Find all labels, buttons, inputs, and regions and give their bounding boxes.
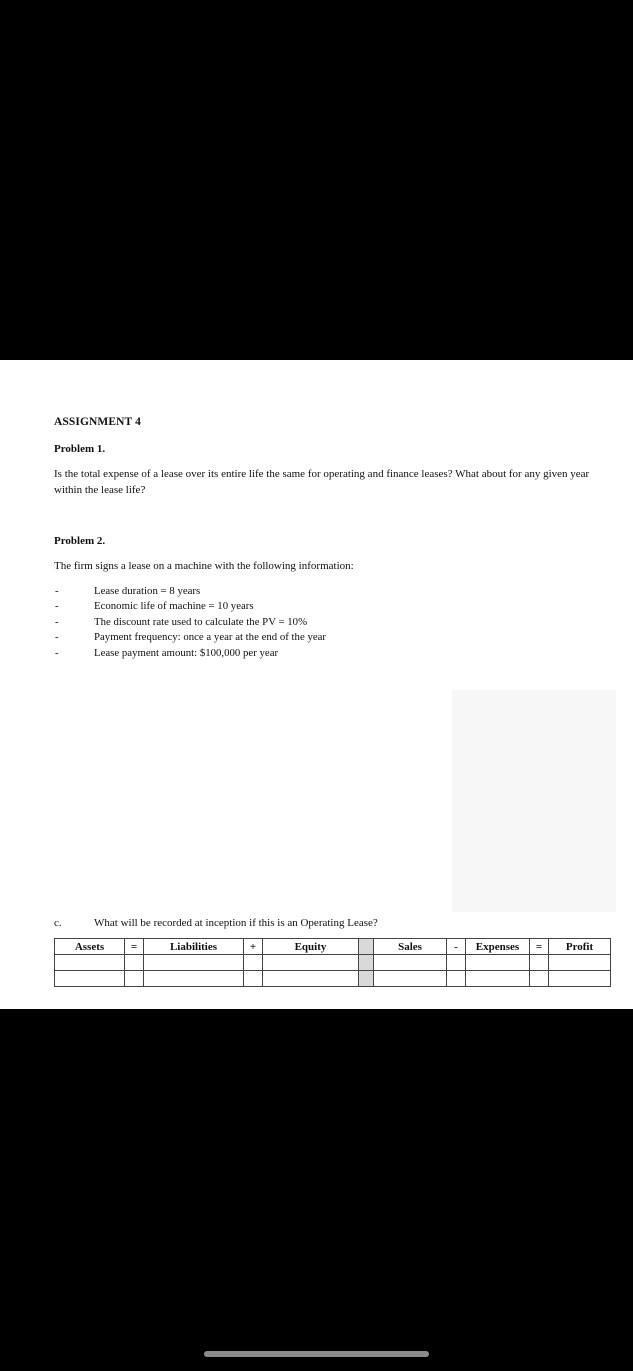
- header-equals-2: =: [530, 939, 549, 955]
- document-page: [0, 360, 633, 1009]
- question-label: c.: [54, 917, 62, 929]
- assignment-title: ASSIGNMENT 4: [54, 416, 141, 428]
- table-cell: [549, 955, 611, 971]
- table-cell: [549, 971, 611, 987]
- accounting-table: [54, 938, 611, 987]
- table-row: [55, 955, 611, 971]
- lease-info-list: [54, 584, 326, 661]
- question-c: [54, 915, 378, 931]
- table-cell: [374, 971, 447, 987]
- list-item: [54, 599, 326, 614]
- table-cell: [447, 955, 466, 971]
- header-assets: Assets: [55, 939, 125, 955]
- header-minus: -: [447, 939, 466, 955]
- home-indicator[interactable]: [204, 1351, 429, 1357]
- list-item: [54, 584, 326, 599]
- header-separator: [359, 939, 374, 955]
- table-row: [55, 971, 611, 987]
- table-cell-separator: [359, 955, 374, 971]
- table-cell: [263, 971, 359, 987]
- header-liabilities: Liabilities: [144, 939, 244, 955]
- bullet-marker: -: [55, 600, 59, 613]
- table-cell-separator: [359, 971, 374, 987]
- table-cell: [466, 955, 530, 971]
- list-item-text: Lease payment amount: $100,000 per year: [94, 646, 279, 659]
- bullet-marker: -: [55, 615, 59, 628]
- table-cell: [263, 955, 359, 971]
- header-expenses: Expenses: [466, 939, 530, 955]
- table-cell: [125, 971, 144, 987]
- table-cell: [374, 955, 447, 971]
- table-cell: [466, 971, 530, 987]
- header-plus: +: [244, 939, 263, 955]
- header-sales: Sales: [374, 939, 447, 955]
- list-item: [54, 646, 326, 661]
- list-item: [54, 630, 326, 645]
- problem-2-heading: Problem 2.: [54, 535, 106, 547]
- bullet-marker: -: [55, 585, 59, 597]
- problem-1-heading: Problem 1.: [54, 443, 106, 455]
- table-cell: [55, 955, 125, 971]
- table-cell: [144, 955, 244, 971]
- list-item-text: Lease duration = 8 years: [94, 585, 201, 597]
- table-cell: [447, 971, 466, 987]
- table-cell: [530, 955, 549, 971]
- list-item-text: Economic life of machine = 10 years: [94, 600, 254, 613]
- bullet-marker: -: [55, 631, 59, 644]
- table-cell: [244, 955, 263, 971]
- bullet-marker: -: [55, 646, 59, 659]
- table-cell: [125, 955, 144, 971]
- problem-2-intro: The firm signs a lease on a machine with the following information:: [54, 560, 354, 572]
- table-cell: [144, 971, 244, 987]
- problem-1-text: Is the total expense of a lease over its entire life the same for operating and finance leases? What about for any given year within the lease life?: [54, 468, 590, 496]
- table-cell: [530, 971, 549, 987]
- header-equals: =: [125, 939, 144, 955]
- list-item: [54, 615, 326, 630]
- table-header-row: [55, 939, 611, 955]
- table-cell: [244, 971, 263, 987]
- question-text: What will be recorded at inception if this is an Operating Lease?: [94, 917, 378, 929]
- header-profit: Profit: [549, 939, 611, 955]
- list-item-text: The discount rate used to calculate the PV = 10%: [94, 615, 308, 628]
- header-equity: Equity: [263, 939, 359, 955]
- table-cell: [55, 971, 125, 987]
- list-item-text: Payment frequency: once a year at the end of the year: [94, 631, 327, 644]
- blank-area: [452, 690, 616, 912]
